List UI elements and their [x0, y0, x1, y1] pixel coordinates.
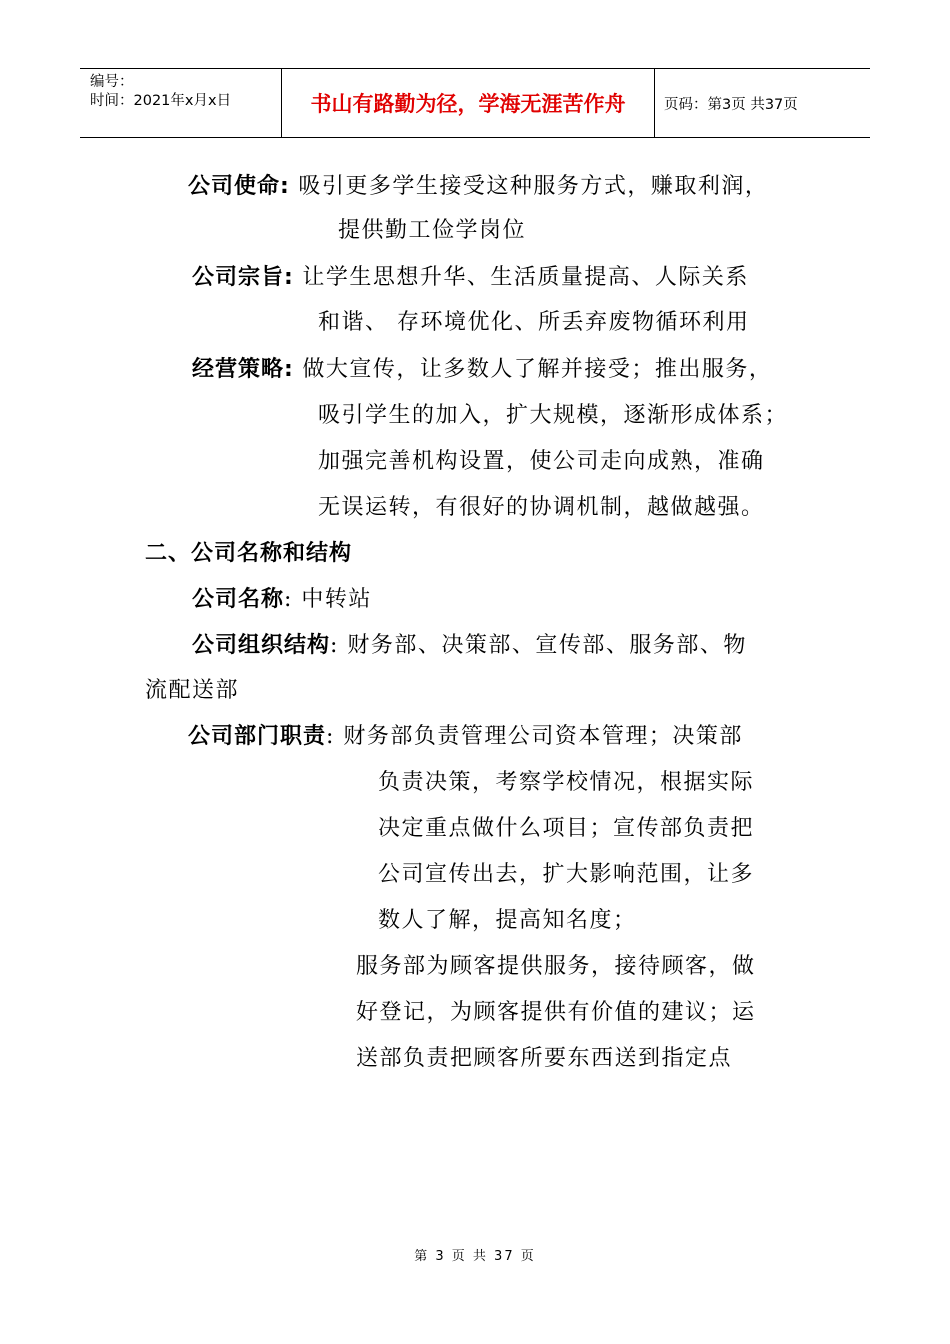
duty-text-8: 送部负责把顾客所要东西送到指定点 — [356, 1046, 733, 1071]
duty-line-1 — [188, 722, 743, 752]
org-structure-label: 公司组织结构 — [192, 633, 331, 658]
purpose-line-1: 公司宗旨: 让学生思想升华、生活质量提高、人际关系 — [192, 265, 749, 290]
page-header-table — [80, 68, 870, 138]
strategy-text-1: 做大宣传，让多数人了解并接受；推出服务， — [302, 357, 773, 382]
duty-text-2: 负责决策，考察学校情况，根据实际 — [378, 770, 755, 795]
header-page-info: 页码：第3页 共37页 — [664, 96, 798, 113]
duty-text-5: 数人了解，提高知名度； — [378, 908, 637, 933]
company-name-line — [192, 585, 372, 615]
duty-text-4: 公司宣传出去，扩大影响范围，让多 — [378, 862, 755, 887]
mission-text-2: 提供勤工俭学岗位 — [338, 218, 527, 243]
purpose-text-2: 和谐、 存环境优化、所丢弃废物循环利用 — [318, 310, 750, 335]
strategy-text-2: 吸引学生的加入，扩大规模，逐渐形成体系； — [318, 403, 789, 428]
purpose-label: 公司宗旨 — [192, 265, 285, 290]
strategy-text-4: 无误运转，有很好的协调机制，越做越强。 — [318, 495, 765, 520]
org-structure-value: : 财务部、决策部、宣传部、服务部、物 — [330, 633, 747, 658]
mission-label: 公司使命 — [188, 174, 281, 199]
header-meta-cell — [80, 69, 282, 137]
org-structure-line — [192, 631, 747, 661]
header-date-label: 时间：2021年x月x日 — [90, 93, 232, 109]
org-structure-value-2: 流配送部 — [145, 678, 240, 703]
page-footer: 第 3 页 共 37 页 — [414, 1249, 536, 1264]
strategy-label: 经营策略 — [192, 357, 285, 382]
duty-text-3: 决定重点做什么项目；宣传部负责把 — [378, 816, 755, 841]
header-id-label: 编号： — [90, 74, 134, 90]
strategy-line-1: 经营策略: 做大宣传，让多数人了解并接受；推出服务， — [192, 357, 773, 382]
header-motto: 书山有路勤为径，学海无涯苦作舟 — [282, 69, 655, 137]
duty-text-7: 好登记，为顾客提供有价值的建议；运 — [356, 1000, 756, 1025]
strategy-text-3: 加强完善机构设置，使公司走向成熟，准确 — [318, 449, 765, 474]
mission-text-1: 吸引更多学生接受这种服务方式，赚取利润， — [298, 174, 769, 199]
duty-text-6: 服务部为顾客提供服务，接待顾客，做 — [356, 954, 756, 979]
mission-line-1: 公司使命: 吸引更多学生接受这种服务方式，赚取利润， — [188, 174, 769, 199]
company-name-value: : 中转站 — [284, 587, 372, 612]
section-heading: 二、公司名称和结构 — [145, 541, 353, 566]
purpose-text-1: 让学生思想升华、生活质量提高、人际关系 — [302, 265, 749, 290]
company-name-label: 公司名称 — [192, 587, 285, 612]
duty-text-1: : 财务部负责管理公司资本管理；决策部 — [326, 724, 743, 749]
duty-label: 公司部门职责 — [188, 724, 327, 749]
